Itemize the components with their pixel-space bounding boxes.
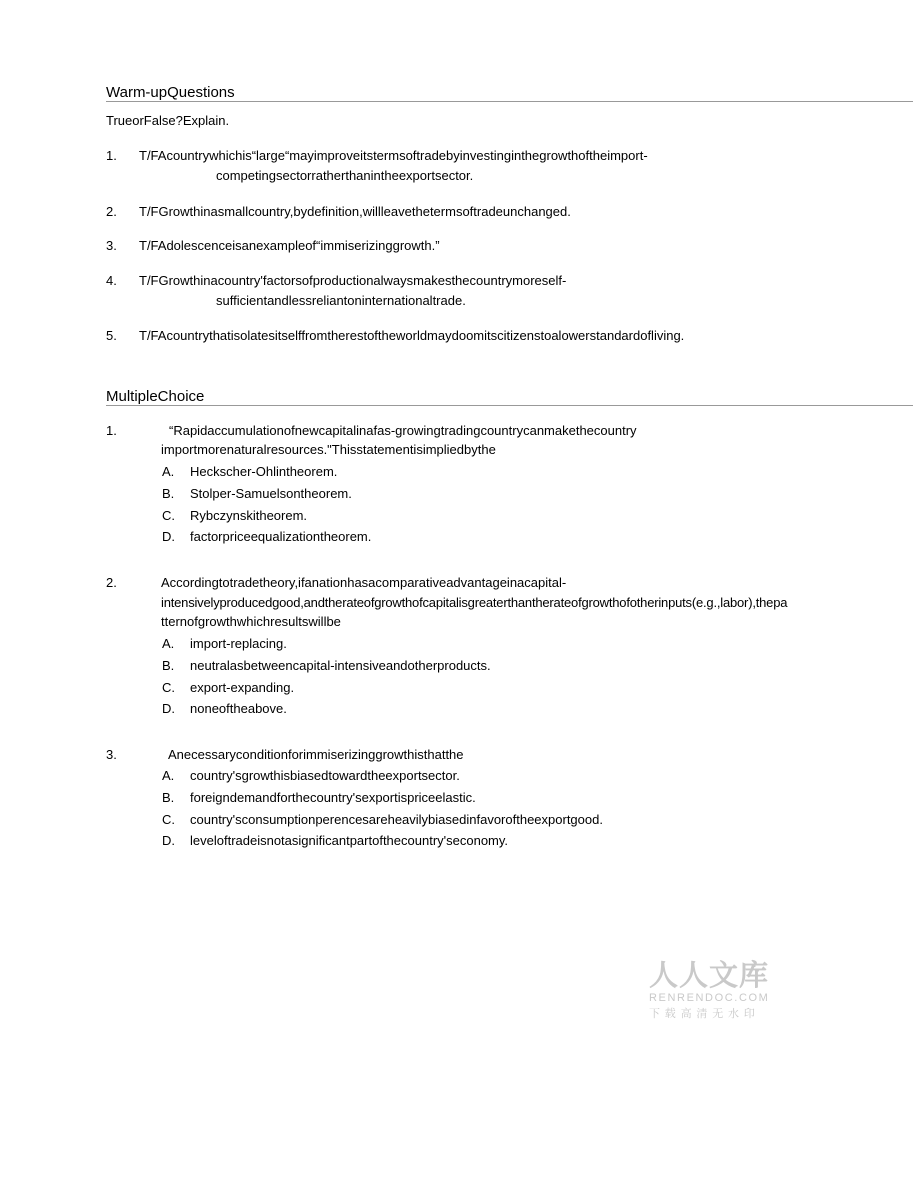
watermark-url: RENRENDOC.COM [649,992,770,1004]
mc-question-text: Anecessaryconditionforimmiserizinggrowthisthatthe [168,747,464,762]
mc-option-letter: A. [162,768,175,783]
mc-section-title: MultipleChoice [106,388,205,405]
warmup-item-text: T/FGrowthinasmallcountry,bydefinition,willleavethetermsoftradeunchanged. [139,204,571,219]
mc-option-letter: A. [162,464,175,479]
mc-option-letter: B. [162,658,175,673]
mc-question-text: “Rapidaccumulationofnewcapitalinafas-growingtradingcountrycanmakethecountry [169,423,637,438]
warmup-item-number: 5. [106,328,117,343]
mc-question-number: 1. [106,423,117,438]
watermark-brand: 人人文库 [649,958,770,992]
mc-option-letter: D. [162,833,175,848]
mc-option-letter: A. [162,636,175,651]
mc-option-text: import-replacing. [190,636,287,651]
warmup-item-text: T/FAdolescenceisanexampleof“immiserizinggrowth.” [139,238,440,253]
mc-option-text: country'sgrowthisbiasedtowardtheexportsector. [190,768,460,783]
mc-option-letter: B. [162,486,175,501]
warmup-instruction: TrueorFalse?Explain. [106,113,230,128]
mc-question-number: 2. [106,575,117,590]
warmup-item-text-continued: competingsectorratherthanintheexportsector. [216,168,474,183]
mc-question-text-continued: tternofgrowthwhichresultswillbe [161,614,341,629]
warmup-divider [106,101,913,102]
warmup-item-number: 1. [106,148,117,163]
mc-option-letter: C. [162,680,175,695]
warmup-item-text-continued: sufficientandlessreliantoninternationaltrade. [216,293,466,308]
warmup-item-number: 3. [106,238,117,253]
warmup-item-number: 4. [106,273,117,288]
mc-option-letter: D. [162,529,175,544]
mc-option-text: leveloftradeisnotasignificantpartofthecountry'seconomy. [190,833,509,848]
mc-question-number: 3. [106,747,117,762]
warmup-section-title: Warm-upQuestions [106,84,235,101]
mc-option-letter: B. [162,790,175,805]
mc-option-text: factorpriceequalizationtheorem. [190,529,372,544]
warmup-item-text: T/FAcountrythatisolatesitselffromtherestoftheworldmaydoomitscitizenstoalowerstandardofliving. [139,328,685,343]
mc-option-text: foreigndemandforthecountry'sexportispriceelastic. [190,790,476,805]
mc-option-letter: D. [162,701,175,716]
warmup-item-text: T/FGrowthinacountry'factorsofproductionalwaysmakesthecountrymoreself- [139,273,567,288]
mc-option-text: export-expanding. [190,680,295,695]
mc-question-text: Accordingtotradetheory,ifanationhasacomparativeadvantageinacapital- [161,575,567,590]
mc-option-letter: C. [162,812,175,827]
mc-divider [106,405,913,406]
mc-option-text: Stolper-Samuelsontheorem. [190,486,352,501]
mc-question-text-continued: intensivelyproducedgood,andtherateofgrowthofcapitalisgreaterthantherateofgrowthofotherinputs(e.g.,labor),thepa [161,595,788,610]
mc-option-text: Rybczynskitheorem. [190,508,308,523]
watermark-tagline: 下载高清无水印 [649,1007,760,1020]
mc-option-letter: C. [162,508,175,523]
warmup-item-text: T/FAcountrywhichis“large“mayimproveitstermsoftradebyinvestinginthegrowthoftheimport- [139,148,648,163]
mc-option-text: country'sconsumptionperencesareheavilybiasedinfavoroftheexportgood. [190,812,603,827]
mc-question-text-continued: importmorenaturalresources."Thisstatementisimpliedbythe [161,442,496,457]
mc-option-text: neutralasbetweencapital-intensiveandotherproducts. [190,658,491,673]
mc-option-text: Heckscher-Ohlintheorem. [190,464,338,479]
warmup-item-number: 2. [106,204,117,219]
mc-option-text: noneoftheabove. [190,701,287,716]
